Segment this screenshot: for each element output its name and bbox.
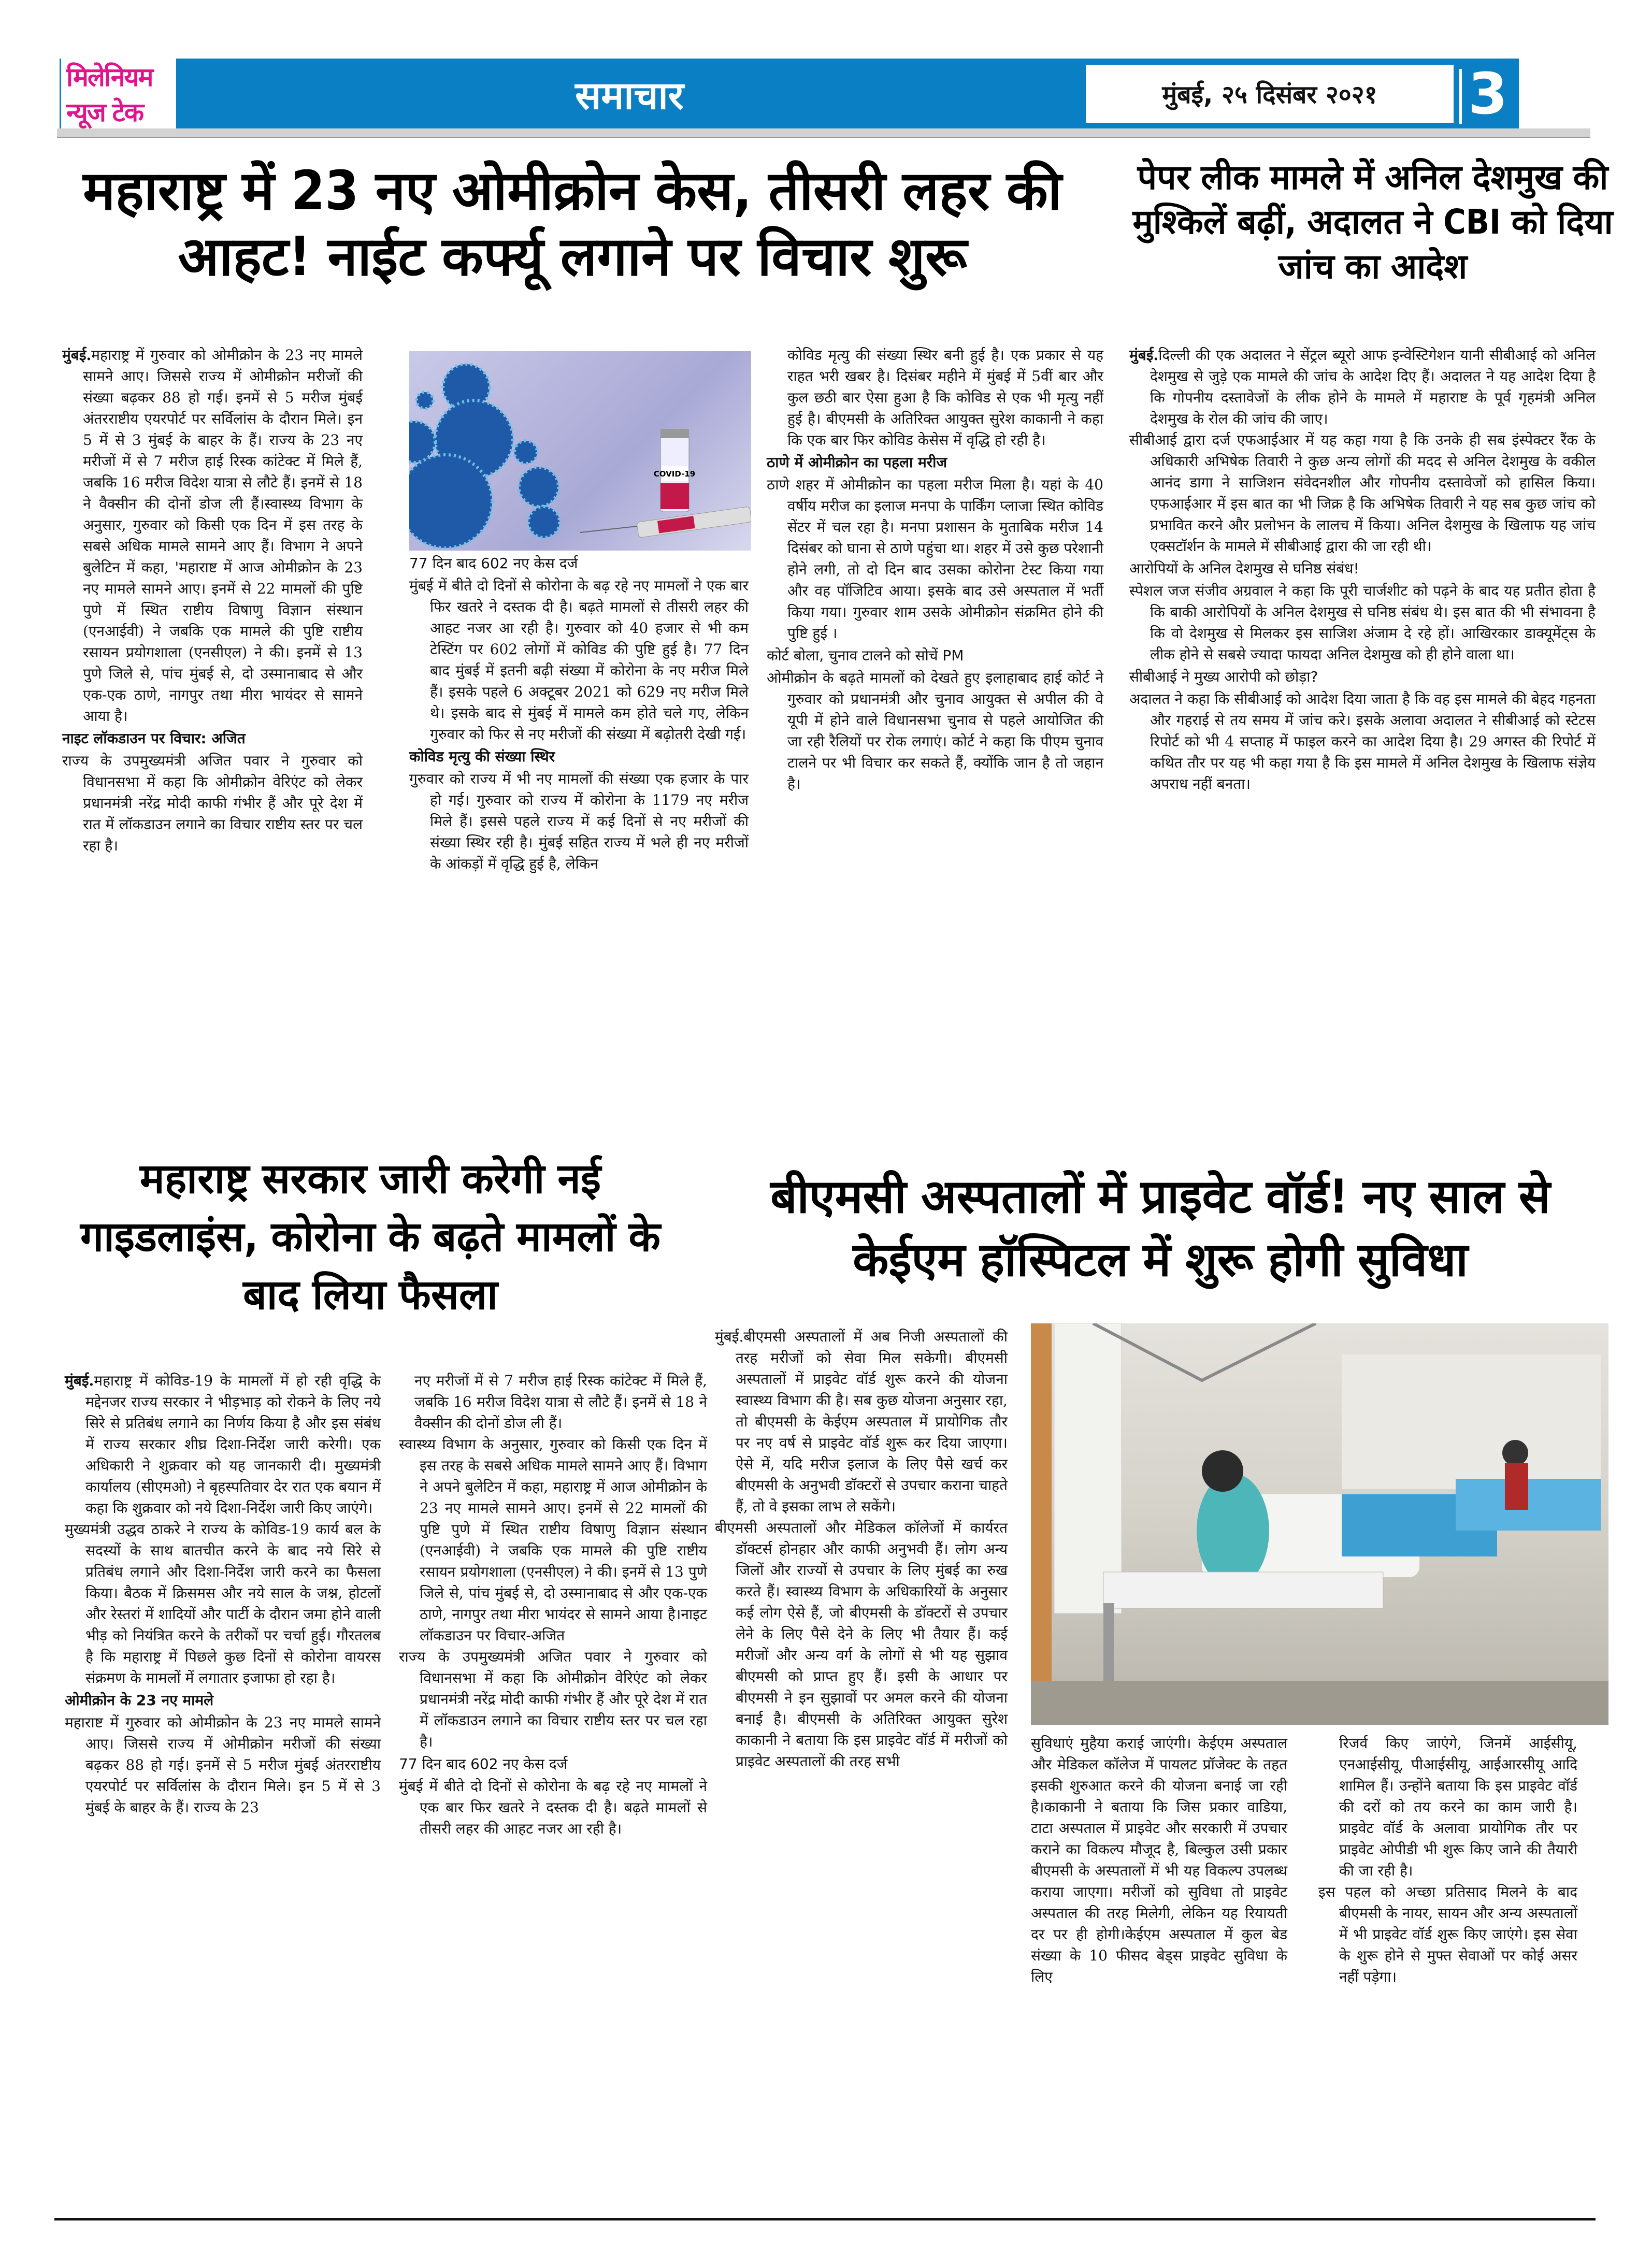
article3-col1 [65, 1370, 381, 1818]
body-text: मुंबई में बीते दो दिनों से कोरोना के बढ़ रहे नए मामलों ने एक बार फिर खतरे ने दस्तक दी है। बढ़ते मामलों से तीसरी लहर की आहट नजर आ रही है। [399, 1778, 707, 1837]
body-text: दिल्ली की एक अदालत ने सेंट्रल ब्यूरो आफ इन्वेस्टिगेशन यानी सीबीआई को अनिल देशमुख से जुड़े एक मामले की जांच के आदेश दिए हैं। अदालत ने यह आदेश दिया है कि गोपनीय दस्तावेजों के लीक होने के मामले में महाराष्ट के पूर्व गृहमंत्री अनिल देशमुख के रोल की जांच की जाए। [1150, 347, 1596, 427]
article2-body [1129, 344, 1596, 795]
page-bottom-rule [54, 2218, 1596, 2220]
subheading: आरोपियों के अनिल देशमुख से घनिष्ठ संबंध! [1129, 560, 1359, 577]
article4-col3 [1318, 1733, 1577, 1987]
page-number: 3 [1457, 59, 1519, 129]
subheading: 77 दिन बाद 602 नए केस दर्ज [409, 555, 578, 572]
issue-date: मुंबई, २५ दिसंबर २०२१ [1084, 63, 1456, 125]
body-text: सुविधाएं मुहैया कराई जाएंगी। केईएम अस्पताल और मेडिकल कॉलेज में पायलट प्रॉजेक्ट के तहत इसकी शुरुआत करने की योजना बनाई जा रही है।काकानी ने बताया कि जिस प्रकार वाडिया, टाटा अस्पताल में प्राइवेट और सरकारी में उपचार कराने का विकल्प मौजूद है, बिल्कुल उसी प्रकार बीएमसी के अस्पतालों में भी यह विकल्प उपलब्ध कराया जाएगा। मरीजों को सुविधा तो प्राइवेट अस्पताल की तरह मिलेगी, लेकिन यह रियायती दर पर ही होगी।केईएम अस्पताल में कुल बेड संख्या के 10 फीसद बेड्स प्राइवेट सुविधा के लिए [1031, 1735, 1287, 1985]
headline-deshmukh: पेपर लीक मामले में अनिल देशमुख की मुश्किलें बढ़ीं, अदालत ने CBI को दिया जांच का आदेश [1132, 157, 1613, 286]
body-text: बीएमसी अस्पतालों और मेडिकल कॉलेजों में कार्यरत डॉक्टर्स होनहार और काफी अनुभवी हैं। लोग अन्य जिलों और राज्यों से उपचार के लिए मुंबई का रुख करते हैं। स्वास्थ्य विभाग के अधिकारियों के अनुसार कई लोग ऐसे हैं, जो बीएमसी के डॉक्टरों से उपचार लेने के लिए पैसे देने के लिए भी तैयार हैं। कई मरीजों और अन्य वर्ग के लोगों से भी यह सुझाव बीएमसी को प्राप्त हुए हैं। इसी के आधार पर बीएमसी ने इन सुझावों पर अमल करने की योजना बनाई है। बीएमसी के अतिरिक्त आयुक्त सुरेश काकानी ने बताया कि इस प्राइवेट वॉर्ड में मरीजों को प्राइवेट अस्पतालों की तरह सभी [715, 1519, 1008, 1770]
article3-col2 [399, 1370, 707, 1839]
body-text: कोविड मृत्यु की संख्या स्थिर बनी हुई है। एक प्रकार से यह राहत भरी खबर है। दिसंबर महीने में मुंबई में 5वीं बार और कुल छठी बार ऐसा हुआ है कि कोविड से एक भी मृत्यु नहीं हुई है। बीएमसी के अतिरिक्त आयुक्त सुरेश काकानी ने कहा कि एक बार फिर कोविड केसेस में वृद्धि हो रही है। [787, 347, 1103, 449]
body-text: इस पहल को अच्छा प्रतिसाद मिलने के बाद बीएमसी के नायर, सायन और अन्य अस्पतालों में भी प्राइवेट वॉर्ड शुरू किए जाएंगे। इस सेवा के शुरू होने से मुफ्त सेवाओं पर कोई असर नहीं पड़ेगा। [1318, 1883, 1577, 1985]
body-text: महाराष्ट में गुरुवार को ओमीक्रोन के 23 नए मामले सामने आए। जिससे राज्य में ओमीक्रोन मरीजों की संख्या बढ़कर 88 हो गई। इनमें से 5 मरीज मुंबई अंतरराष्टीय एयरपोर्ट पर सर्विलांस के दौरान मिले। इन 5 में से 3 मुंबई के बाहर के हैं। राज्य के 23 [65, 1714, 381, 1816]
subheading: सीबीआई ने मुख्य आरोपी को छोड़ा? [1129, 668, 1318, 685]
article1-col2 [409, 552, 749, 874]
subheading: कोर्ट बोला, चुनाव टालने को सोचें PM [767, 647, 964, 664]
article4-col1 [715, 1326, 1008, 1772]
masthead [60, 59, 1519, 129]
body-text: ठाणे शहर में ओमीक्रोन का पहला मरीज मिला है। यहां के 40 वर्षीय मरीज का इलाज मनपा के पार्किंग प्लाजा स्थित कोविड सेंटर में चल रहा है। मनपा प्रशासन के मुताबिक मरीज 14 दिसंबर को घाना से ठाणे पहुंचा था। शहर में उसे कुछ परेशानी होने लगी, तो दो दिन बाद उसका कोरोना टेस्ट किया गया और वह पॉजिटिव आया। इसके बाद उसे अस्पताल में भर्ती किया गया। गुरुवार शाम उसके ओमीक्रोन संक्रमित होने की पुष्टि हुई । [767, 476, 1103, 642]
dateline: मुंबई. [65, 1372, 94, 1389]
hospital-ward-illustration [1031, 1323, 1608, 1725]
body-text: महाराष्ट्र में कोविड-19 के मामलों में हो रही वृद्धि के मद्देनजर राज्य सरकार ने भीड़भाड़ को रोकने के लिए नये सिरे से प्रतिबंध लगाने का निर्णय किया है और इस संबंध में राज्य सरकार शीघ्र दिशा-निर्देश जारी करेगी। एक अधिकारी ने शुक्रवार को यह जानकारी दी। मुख्यमंत्री कार्यालय (सीएमओ) ने बृहस्पतिवार देर रात एक बयान में कहा कि शुक्रवार को नये दिशा-निर्देश जारी किए जाएंगे। [85, 1372, 381, 1517]
subheading: 77 दिन बाद 602 नए केस दर्ज [399, 1755, 568, 1772]
dateline: मुंबई. [715, 1328, 744, 1345]
covid-vaccine-image [409, 351, 751, 551]
subheading: कोविड मृत्यु की संख्या स्थिर [409, 748, 555, 765]
article4-col2 [1031, 1733, 1287, 1987]
hospital-ward-image [1031, 1323, 1608, 1725]
body-text: रिजर्व किए जाएंगे, जिनमें आईसीयू, एनआईसीयू, पीआईसीयू, आईआरसीयू आदि शामिल हैं। उन्होंने बताया कि इस प्राइवेट वॉर्ड की दरों को तय करने का काम जारी है। प्राइवेट वॉर्ड के अलावा प्रायोगिक तौर पर प्राइवेट ओपीडी भी शुरू किए जाने की तैयारी की जा रही है। [1339, 1735, 1577, 1879]
body-text: मुंबई में बीते दो दिनों से कोरोना के बढ़ रहे नए मामलों ने एक बार फिर खतरे ने दस्तक दी है। बढ़ते मामलों से तीसरी लहर की आहट नजर आ रही है। गुरुवार को 40 हजार से भी कम टेस्टिंग पर 602 लोगों में कोविड की पुष्टि हुई है। 77 दिन बाद मुंबई में इतनी बढ़ी संख्या में कोरोना के नए मरीज मिले हैं। इसके पहले 6 अक्टूबर 2021 को 629 नए मरीज मिले थे। इसके बाद से मुंबई में मामले कम होते चले गए, लेकिन गुरुवार को फिर से नए मरीजों की संख्या में बढ़ोतरी देखी गई। [409, 577, 749, 743]
body-text: महाराष्ट्र में गुरुवार को ओमीक्रोन के 23 नए मामले सामने आए। जिससे राज्य में ओमीक्रोन मरीजों की संख्या बढ़कर 88 हो गई। इनमें से 5 मरीज मुंबई अंतरराष्टीय एयरपोर्ट पर सर्विलांस के दौरान मिले। इन 5 में से 3 मुंबई के बाहर के हैं। राज्य के 23 नए मरीजों में से 7 मरीज हाई रिस्क कांटेक्ट में मिले हैं, जबकि 16 मरीज विदेश यात्रा से लौटे हैं। इनमें से 18 ने वैक्सीन की दोनों डोज ली हैं।स्वास्थ्य विभाग के अनुसार, गुरुवार को किसी एक दिन में इस तरह के सबसे अधिक मामले सामने आए हैं। विभाग ने अपने बुलेटिन में कहा, 'महाराष्ट में आज ओमीक्रोन के 23 नए मामले सामने आए। इनमें से 22 मामलों की पुष्टि पुणे में स्थित राष्टीय विषाणु विज्ञान संस्थान (एनआईवी) ने जबकि एक मामले की पुष्टि राष्टीय रसायन प्रयोगशाला (एनसीएल) ने की। इनमें से 13 पुणे जिले से, पांच मुंबई से, दो उस्मानाबाद से और एक-एक ठाणे, नागपुर तथा मीरा भायंदर से सामने आया है। [83, 347, 363, 725]
article1-col3 [767, 344, 1103, 795]
headline-guidelines: महाराष्ट्र सरकार जारी करेगी नई गाइडलाइंस, कोरोना के बढ़ते मामलों के बाद लिया फैसला [80, 1155, 660, 1319]
body-text: बीएमसी अस्पतालों में अब निजी अस्पतालों की तरह मरीजों को सेवा मिल सकेगी। बीएमसी अस्पतालों में प्राइवेट वॉर्ड शुरू करने की योजना स्वास्थ्य विभाग की है। सब कुछ योजना अनुसार रहा, तो बीएमसी के केईएम अस्पताल में प्रायोगिक तौर पर नए वर्ष से प्राइवेट वॉर्ड शुरू कर दिया जाएगा। ऐसे में, यदि मरीज इलाज के लिए पैसे खर्च कर बीएमसी के अनुभवी डॉक्टरों से उपचार कराना चाहते हैं, तो वे इसका लाभ ले सकेंगे। [736, 1328, 1008, 1515]
body-text: राज्य के उपमुख्यमंत्री अजित पवार ने गुरुवार को विधानसभा में कहा कि ओमीक्रोन वेरिएंट को लेकर प्रधानमंत्री नरेंद्र मोदी काफी गंभीर हैं और पूरे देश में रात में लॉकडाउन लगाने का विचार राष्टीय स्तर पर चल रहा है। [399, 1648, 707, 1750]
masthead-shadow-bar [57, 128, 1590, 138]
article1-col1 [62, 344, 363, 856]
body-text: स्पेशल जज संजीव अग्रवाल ने कहा कि पूरी चार्जशीट को पढ़ने के बाद यह प्रतीत होता है कि बाकी आरोपियों के अनिल देशमुख से घनिष्ठ संबंध थे। इस बात की भी संभावना है कि वो देशमुख से मिलकर इस साजिश अंजाम दे रहे हों। आखिरकार डाक्यूमेंट्स के लीक होने से सबसे ज्यादा फायदा अनिल देशमुख को ही होने वाला था। [1129, 582, 1596, 663]
dateline: मुंबई. [62, 347, 92, 364]
brand-logo: मिलेनियम न्यूज टेक [60, 59, 176, 129]
subheading: ठाणे में ओमीक्रोन का पहला मरीज [767, 454, 947, 471]
body-text: अदालत ने कहा कि सीबीआई को आदेश दिया जाता है कि वह इस मामले की बेहद गहनता और गहराई से तय समय में जांच करे। इसके अलावा अदालत ने सीबीआई को स्टेटस रिपोर्ट को भी 4 सप्ताह में फाइल करने का आदेश दिया है। 29 अगस्त की रिपोर्ट में कथित तौर पर यह भी कहा गया है कि इस मामले में अनिल देशमुख के खिलाफ संज्ञेय अपराध नहीं बनता। [1129, 690, 1596, 792]
subheading: नाइट लॉकडाउन पर विचार: अजित [62, 730, 246, 747]
body-text: राज्य के उपमुख्यमंत्री अजित पवार ने गुरुवार को विधानसभा में कहा कि ओमीक्रोन वेरिएंट को लेकर प्रधानमंत्री नरेंद्र मोदी काफी गंभीर हैं और पूरे देश में रात में लॉकडाउन लगाने का विचार राष्टीय स्तर पर चल रहा है। [62, 752, 363, 854]
body-text: नए मरीजों में से 7 मरीज हाई रिस्क कांटेक्ट में मिले हैं, जबकि 16 मरीज विदेश यात्रा से लौटे हैं। इनमें से 18 ने वैक्सीन की दोनों डोज ली हैं। [414, 1372, 707, 1432]
headline-bmc-private-ward: बीएमसी अस्पतालों में प्राइवेट वॉर्ड! नए साल से केईएम हॉस्पिटल में शुरू होगी सुविधा [770, 1170, 1550, 1287]
body-text: ओमीक्रोन के बढ़ते मामलों को देखते हुए इलाहाबाद हाई कोर्ट ने गुरुवार को प्रधानमंत्री और चुनाव आयुक्त से अपील की वे यूपी में होने वाले विधानसभा चुनाव से पहले आयोजित की जा रही रैलियों पर रोक लगाएं। कोर्ट ने कहा कि पीएम चुनाव टालने पर भी विचार कर सकते हैं, क्योंकि जान है तो जहान है। [767, 669, 1103, 792]
headline-omicron: महाराष्ट्र में 23 नए ओमीक्रोन केस, तीसरी लहर की आहट! नाईट कर्फ्यू लगाने पर विचार शुरू [83, 159, 1062, 288]
dateline: मुंबई. [1129, 347, 1159, 364]
virus-illustration [409, 351, 751, 551]
subheading: ओमीक्रोन के 23 नए मामले [65, 1692, 214, 1709]
section-title: समाचार [176, 59, 1083, 129]
body-text: गुरुवार को राज्य में भी नए मामलों की संख्या एक हजार के पार हो गई। गुरुवार को राज्य में कोरोना के 1179 नए मरीज मिले हैं। इससे पहले राज्य में कई दिनों से नए मरीजों की संख्या स्थिर रही है। मुंबई सहित राज्य में भले ही नए मरीजों के आंकड़ों में वृद्धि हुई है, लेकिन [409, 770, 749, 872]
body-text: मुख्यमंत्री उद्धव ठाकरे ने राज्य के कोविड-19 कार्य बल के सदस्यों के साथ बातचीत करने के बाद नये सिरे से प्रतिबंध लगाने और दिशा-निर्देश जारी करने का फैसला किया। बैठक में क्रिसमस और नये साल के जश्न, होटलों और रेस्तरां में शादियों और पार्टी के दौरान जमा होने वाली भीड़ को नियंत्रित करने के तरीकों पर चर्चा हुई। गौरतलब है कि महाराष्ट्र में पिछले कुछ दिनों से कोरोना वायरस संक्रमण के मामलों में लगातार इजाफा हो रहा है। [65, 1521, 381, 1686]
body-text: सीबीआई द्वारा दर्ज एफआईआर में यह कहा गया है कि उनके ही सब इंस्पेक्टर रैंक के अधिकारी अभिषेक तिवारी ने कुछ अन्य लोगों की मदद से अनिल देशमुख के वकील आनंद डागा ने साजिशन संवेदनशील और गोपनीय दस्तावेजों को हासिल किया। एफआईआर में इस बात का भी जिक्र है कि अभिषेक तिवारी ने यह सब कुछ जांच को प्रभावित करने और प्रलोभन के लालच में किया। अनिल देशमुख के खिलाफ यह जांच एक्सटॉर्शन के मामले में सीबीआई द्वारा की जा रही थी। [1129, 431, 1596, 555]
vial-label: COVID-19 [653, 469, 696, 479]
body-text: स्वास्थ्य विभाग के अनुसार, गुरुवार को किसी एक दिन में इस तरह के सबसे अधिक मामले सामने आए हैं। विभाग ने अपने बुलेटिन में कहा, महाराष्ट्र में आज ओमीक्रोन के 23 नए मामले सामने आए। इनमें से 22 मामलों की पुष्टि पुणे में स्थित राष्टीय विषाणु विज्ञान संस्थान (एनआईवी) ने जबकि एक मामले की पुष्टि राष्टीय रसायन प्रयोगशाला (एनसीएल) ने की। इनमें से 13 पुणे जिले से, पांच मुंबई से, दो उस्मानाबाद से और एक-एक ठाणे, नागपुर तथा मीरा भायंदर से सामने आया है।नाइट लॉकडाउन पर विचार-अजित [399, 1436, 707, 1644]
